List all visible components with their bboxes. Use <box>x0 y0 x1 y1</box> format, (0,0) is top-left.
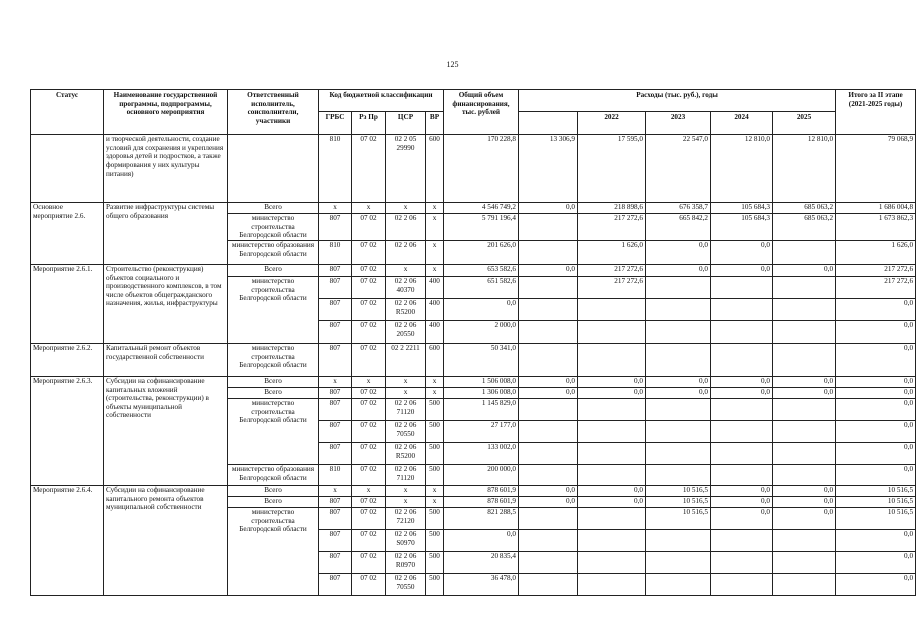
cell-name: Субсидии на софинансирование капитального ремонта объектов муниципальной собственности <box>104 485 228 595</box>
cell-year-2023 <box>646 529 711 551</box>
cell-itogo: 0,0 <box>836 442 916 464</box>
cell-vr: х <box>426 485 444 496</box>
cell-year-2023 <box>646 442 711 464</box>
cell-year-2022: 0,0 <box>578 485 646 496</box>
header-year-2023: 2023 <box>646 112 711 135</box>
cell-total: 1 506 008,0 <box>444 376 519 387</box>
cell-csr: 02 2 06 <box>386 240 426 264</box>
cell-year-2024: 0,0 <box>711 376 773 387</box>
cell-responsible <box>228 135 319 203</box>
cell-vr: 600 <box>426 343 444 376</box>
cell-year-2024 <box>711 573 773 595</box>
cell-year-2024 <box>711 298 773 320</box>
cell-responsible: министерство строительства Белгородской области <box>228 507 319 595</box>
cell-year-2024: 105 684,3 <box>711 203 773 214</box>
cell-year-2023 <box>646 464 711 485</box>
cell-total: 170 228,8 <box>444 135 519 203</box>
cell-csr: 02 2 2211 <box>386 343 426 376</box>
header-year-2024: 2024 <box>711 112 773 135</box>
cell-year-2023 <box>646 420 711 442</box>
cell-itogo: 1 673 862,3 <box>836 214 916 241</box>
cell-year-2021: 0,0 <box>519 496 578 507</box>
cell-vr: 500 <box>426 573 444 595</box>
cell-year-2024: 0,0 <box>711 485 773 496</box>
cell-year-2021: 0,0 <box>519 264 578 276</box>
cell-rz: 07 02 <box>352 264 386 276</box>
cell-year-2023 <box>646 276 711 298</box>
cell-year-2023: 10 516,5 <box>646 485 711 496</box>
cell-grbs: х <box>319 485 352 496</box>
cell-itogo: 1 686 004,8 <box>836 203 916 214</box>
cell-status: Мероприятие 2.6.3. <box>31 376 104 485</box>
cell-responsible: министерство строительства Белгородской области <box>228 276 319 343</box>
cell-year-2025 <box>773 529 836 551</box>
cell-year-2024: 0,0 <box>711 387 773 398</box>
header-status: Статус <box>31 90 104 135</box>
cell-itogo: 1 626,0 <box>836 240 916 264</box>
cell-year-2025 <box>773 442 836 464</box>
cell-year-2022: 17 595,0 <box>578 135 646 203</box>
cell-vr: х <box>426 203 444 214</box>
cell-year-2023: 0,0 <box>646 387 711 398</box>
cell-year-2021 <box>519 398 578 420</box>
cell-year-2024 <box>711 420 773 442</box>
cell-csr: х <box>386 387 426 398</box>
cell-year-2024 <box>711 551 773 573</box>
cell-rz: 07 02 <box>352 320 386 343</box>
cell-itogo: 0,0 <box>836 387 916 398</box>
cell-rz: 07 02 <box>352 464 386 485</box>
cell-grbs: 807 <box>319 264 352 276</box>
cell-year-2025 <box>773 420 836 442</box>
cell-grbs: 807 <box>319 529 352 551</box>
cell-year-2023: 0,0 <box>646 376 711 387</box>
cell-responsible: министерство образования Белгородской области <box>228 464 319 485</box>
cell-responsible: министерство строительства Белгородской области <box>228 343 319 376</box>
cell-rz: 07 02 <box>352 551 386 573</box>
cell-year-2022 <box>578 507 646 529</box>
cell-year-2021 <box>519 507 578 529</box>
cell-year-2025: 0,0 <box>773 496 836 507</box>
cell-vr: 500 <box>426 464 444 485</box>
cell-status: Мероприятие 2.6.4. <box>31 485 104 595</box>
cell-year-2023: 10 516,5 <box>646 496 711 507</box>
cell-grbs: 810 <box>319 240 352 264</box>
cell-rz: 07 02 <box>352 507 386 529</box>
cell-responsible: Всего <box>228 376 319 387</box>
cell-status: Мероприятие 2.6.2. <box>31 343 104 376</box>
table-body <box>31 135 916 596</box>
cell-grbs: 807 <box>319 387 352 398</box>
cell-responsible: Всего <box>228 485 319 496</box>
cell-rz: 07 02 <box>352 298 386 320</box>
cell-csr: х <box>386 376 426 387</box>
cell-rz: 07 02 <box>352 398 386 420</box>
cell-year-2022 <box>578 551 646 573</box>
cell-total: 50 341,0 <box>444 343 519 376</box>
cell-csr: 02 2 06 S0970 <box>386 529 426 551</box>
cell-year-2021 <box>519 320 578 343</box>
cell-year-2021: 0,0 <box>519 376 578 387</box>
cell-year-2022: 0,0 <box>578 376 646 387</box>
cell-total: 2 000,0 <box>444 320 519 343</box>
cell-vr: х <box>426 376 444 387</box>
cell-year-2025: 0,0 <box>773 264 836 276</box>
cell-grbs: 807 <box>319 298 352 320</box>
header-expenses: Расходы (тыс. руб.), годы <box>519 90 836 112</box>
cell-total: 1 145 829,0 <box>444 398 519 420</box>
cell-year-2025 <box>773 240 836 264</box>
cell-name: Строительство (реконструкция) объектов социального и производственного комплексов, в том числе объектов общегражданского назначения, жилья, инфраструктуры <box>104 264 228 343</box>
cell-year-2024 <box>711 276 773 298</box>
cell-year-2025: 0,0 <box>773 485 836 496</box>
cell-itogo: 0,0 <box>836 398 916 420</box>
cell-year-2021 <box>519 214 578 241</box>
cell-year-2021 <box>519 343 578 376</box>
cell-rz: 07 02 <box>352 276 386 298</box>
cell-csr: 02 2 06 <box>386 214 426 241</box>
cell-grbs: 807 <box>319 276 352 298</box>
cell-year-2023 <box>646 551 711 573</box>
cell-year-2022 <box>578 420 646 442</box>
cell-year-2023: 0,0 <box>646 264 711 276</box>
cell-csr: х <box>386 203 426 214</box>
cell-itogo: 10 516,5 <box>836 496 916 507</box>
cell-year-2025: 685 063,2 <box>773 214 836 241</box>
cell-rz: 07 02 <box>352 135 386 203</box>
header-year-2021 <box>519 112 578 135</box>
cell-grbs: 807 <box>319 551 352 573</box>
table-header <box>31 90 916 135</box>
cell-year-2021 <box>519 298 578 320</box>
cell-itogo: 10 516,5 <box>836 485 916 496</box>
cell-year-2024 <box>711 343 773 376</box>
header-name: Наименование государственной программы, подпрограммы, основного мероприятия <box>104 90 228 135</box>
cell-year-2024 <box>711 442 773 464</box>
cell-status: Мероприятие 2.6.1. <box>31 264 104 343</box>
cell-vr: 400 <box>426 320 444 343</box>
cell-total: 4 546 749,2 <box>444 203 519 214</box>
cell-itogo: 0,0 <box>836 376 916 387</box>
cell-year-2022: 218 898,6 <box>578 203 646 214</box>
cell-csr: 02 2 06 71120 <box>386 464 426 485</box>
cell-total: 5 791 196,4 <box>444 214 519 241</box>
cell-year-2021 <box>519 240 578 264</box>
cell-year-2025 <box>773 464 836 485</box>
header-csr: ЦСР <box>386 112 426 135</box>
cell-year-2023: 22 547,0 <box>646 135 711 203</box>
cell-vr: 500 <box>426 398 444 420</box>
cell-responsible: Всего <box>228 203 319 214</box>
header-responsible: Ответственный исполнитель, соисполнители, участники <box>228 90 319 135</box>
cell-itogo: 0,0 <box>836 298 916 320</box>
cell-year-2021: 0,0 <box>519 485 578 496</box>
cell-year-2024: 12 810,0 <box>711 135 773 203</box>
cell-year-2021 <box>519 442 578 464</box>
cell-itogo: 0,0 <box>836 551 916 573</box>
budget-table <box>30 89 916 596</box>
page-number: 125 <box>446 60 459 69</box>
cell-vr: 500 <box>426 529 444 551</box>
header-year-2022: 2022 <box>578 112 646 135</box>
cell-csr: 02 2 06 20550 <box>386 320 426 343</box>
cell-year-2022 <box>578 398 646 420</box>
cell-year-2025 <box>773 320 836 343</box>
cell-grbs: 807 <box>319 573 352 595</box>
cell-year-2021 <box>519 573 578 595</box>
cell-itogo: 10 516,5 <box>836 507 916 529</box>
cell-total: 36 478,0 <box>444 573 519 595</box>
cell-year-2024: 0,0 <box>711 264 773 276</box>
cell-grbs: 810 <box>319 464 352 485</box>
cell-itogo: 0,0 <box>836 343 916 376</box>
cell-csr: 02 2 06 R5200 <box>386 442 426 464</box>
cell-csr: 02 2 06 R0970 <box>386 551 426 573</box>
cell-grbs: 810 <box>319 135 352 203</box>
cell-grbs: 807 <box>319 496 352 507</box>
cell-year-2025: 0,0 <box>773 507 836 529</box>
cell-itogo: 79 068,9 <box>836 135 916 203</box>
cell-year-2024: 0,0 <box>711 496 773 507</box>
header-year-2025: 2025 <box>773 112 836 135</box>
cell-year-2022 <box>578 298 646 320</box>
cell-rz: 07 02 <box>352 573 386 595</box>
cell-year-2022: 217 272,6 <box>578 214 646 241</box>
cell-total: 201 626,0 <box>444 240 519 264</box>
cell-responsible: Всего <box>228 387 319 398</box>
cell-grbs: 807 <box>319 320 352 343</box>
cell-year-2022: 217 272,6 <box>578 264 646 276</box>
cell-rz: 07 02 <box>352 387 386 398</box>
cell-grbs: х <box>319 203 352 214</box>
cell-total: 821 288,5 <box>444 507 519 529</box>
cell-year-2021 <box>519 529 578 551</box>
cell-total: 200 000,0 <box>444 464 519 485</box>
cell-year-2021 <box>519 464 578 485</box>
cell-rz: х <box>352 203 386 214</box>
cell-csr: х <box>386 496 426 507</box>
header-itogo: Итого за II этапе (2021-2025 годы) <box>836 90 916 135</box>
cell-year-2021 <box>519 551 578 573</box>
cell-year-2025: 0,0 <box>773 387 836 398</box>
cell-csr: 02 2 06 R5200 <box>386 298 426 320</box>
cell-rz: 07 02 <box>352 442 386 464</box>
cell-vr: х <box>426 496 444 507</box>
cell-grbs: 807 <box>319 507 352 529</box>
table-row <box>31 135 916 203</box>
cell-total: 878 601,9 <box>444 485 519 496</box>
cell-year-2024 <box>711 464 773 485</box>
cell-itogo: 0,0 <box>836 529 916 551</box>
cell-vr: х <box>426 240 444 264</box>
cell-status <box>31 135 104 203</box>
cell-csr: 02 2 06 71120 <box>386 398 426 420</box>
cell-status: Основное мероприятие 2.6. <box>31 203 104 265</box>
cell-rz: 07 02 <box>352 214 386 241</box>
cell-total: 20 835,4 <box>444 551 519 573</box>
cell-year-2023 <box>646 398 711 420</box>
cell-grbs: х <box>319 376 352 387</box>
cell-itogo: 217 272,6 <box>836 276 916 298</box>
table-row <box>31 485 916 496</box>
cell-vr: 500 <box>426 442 444 464</box>
cell-year-2021: 13 306,9 <box>519 135 578 203</box>
cell-year-2022: 0,0 <box>578 387 646 398</box>
cell-name: и творческой деятельности, создание условий для сохранения и укрепления здоровья детей и подростков, а также формирования у них культуры питания) <box>104 135 228 203</box>
cell-year-2024 <box>711 320 773 343</box>
cell-year-2022: 217 272,6 <box>578 276 646 298</box>
cell-year-2022: 0,0 <box>578 496 646 507</box>
cell-itogo: 217 272,6 <box>836 264 916 276</box>
cell-year-2025: 685 063,2 <box>773 203 836 214</box>
table-row <box>31 343 916 376</box>
cell-csr: х <box>386 485 426 496</box>
cell-responsible: министерство строительства Белгородской области <box>228 214 319 241</box>
cell-year-2025 <box>773 276 836 298</box>
cell-year-2023 <box>646 298 711 320</box>
cell-name: Субсидии на софинансирование капитальных вложений (строительства, реконструкции) в объекты муниципальной собственности <box>104 376 228 485</box>
cell-year-2025 <box>773 573 836 595</box>
cell-year-2023 <box>646 573 711 595</box>
cell-responsible: министерство строительства Белгородской области <box>228 398 319 464</box>
cell-responsible: Всего <box>228 496 319 507</box>
cell-grbs: 807 <box>319 214 352 241</box>
cell-year-2024: 0,0 <box>711 507 773 529</box>
cell-year-2025 <box>773 343 836 376</box>
cell-name: Развитие инфраструктуры системы общего образования <box>104 203 228 265</box>
cell-year-2022: 1 626,0 <box>578 240 646 264</box>
cell-grbs: 807 <box>319 398 352 420</box>
cell-vr: 400 <box>426 298 444 320</box>
cell-rz: х <box>352 485 386 496</box>
cell-itogo: 0,0 <box>836 420 916 442</box>
cell-total: 27 177,0 <box>444 420 519 442</box>
cell-year-2022 <box>578 442 646 464</box>
cell-itogo: 0,0 <box>836 573 916 595</box>
cell-total: 1 306 008,0 <box>444 387 519 398</box>
cell-year-2022 <box>578 320 646 343</box>
cell-responsible: Всего <box>228 264 319 276</box>
cell-total: 878 601,9 <box>444 496 519 507</box>
cell-year-2022 <box>578 343 646 376</box>
cell-year-2021: 0,0 <box>519 387 578 398</box>
cell-total: 0,0 <box>444 298 519 320</box>
cell-vr: 500 <box>426 420 444 442</box>
cell-vr: 500 <box>426 507 444 529</box>
cell-total: 0,0 <box>444 529 519 551</box>
cell-rz: 07 02 <box>352 529 386 551</box>
cell-year-2023 <box>646 320 711 343</box>
cell-year-2024: 105 684,3 <box>711 214 773 241</box>
cell-year-2022 <box>578 464 646 485</box>
cell-grbs: 807 <box>319 343 352 376</box>
table-row <box>31 203 916 214</box>
cell-responsible: министерство образования Белгородской области <box>228 240 319 264</box>
cell-year-2024 <box>711 529 773 551</box>
cell-csr: 02 2 06 70550 <box>386 573 426 595</box>
cell-csr: 02 2 06 40370 <box>386 276 426 298</box>
cell-year-2021 <box>519 420 578 442</box>
cell-rz: 07 02 <box>352 240 386 264</box>
cell-year-2023: 0,0 <box>646 240 711 264</box>
cell-vr: 400 <box>426 276 444 298</box>
cell-year-2025 <box>773 298 836 320</box>
cell-rz: 07 02 <box>352 496 386 507</box>
cell-year-2025 <box>773 398 836 420</box>
cell-total: 651 582,6 <box>444 276 519 298</box>
cell-vr: х <box>426 387 444 398</box>
header-grbs: ГРБС <box>319 112 352 135</box>
cell-vr: х <box>426 214 444 241</box>
cell-year-2022 <box>578 529 646 551</box>
cell-year-2021: 0,0 <box>519 203 578 214</box>
cell-year-2023: 676 358,7 <box>646 203 711 214</box>
cell-vr: х <box>426 264 444 276</box>
table-row <box>31 264 916 276</box>
cell-year-2024: 0,0 <box>711 240 773 264</box>
cell-grbs: 807 <box>319 420 352 442</box>
cell-total: 653 582,6 <box>444 264 519 276</box>
cell-year-2023: 665 842,2 <box>646 214 711 241</box>
cell-csr: 02 2 05 29990 <box>386 135 426 203</box>
header-vr: ВР <box>426 112 444 135</box>
cell-vr: 500 <box>426 551 444 573</box>
cell-year-2025 <box>773 551 836 573</box>
cell-year-2021 <box>519 276 578 298</box>
cell-rz: 07 02 <box>352 420 386 442</box>
cell-year-2025: 0,0 <box>773 376 836 387</box>
cell-rz: х <box>352 376 386 387</box>
cell-name: Капитальный ремонт объектов государственной собственности <box>104 343 228 376</box>
header-total: Общий объем финансирования, тыс. рублей <box>444 90 519 135</box>
cell-year-2023 <box>646 343 711 376</box>
cell-csr: 02 2 06 72120 <box>386 507 426 529</box>
header-budget-code: Код бюджетной классификации <box>319 90 444 112</box>
header-rz: Рз Пр <box>352 112 386 135</box>
cell-total: 133 002,0 <box>444 442 519 464</box>
cell-csr: 02 2 06 70550 <box>386 420 426 442</box>
cell-grbs: 807 <box>319 442 352 464</box>
table-row <box>31 376 916 387</box>
cell-itogo: 0,0 <box>836 464 916 485</box>
cell-year-2025: 12 810,0 <box>773 135 836 203</box>
cell-itogo: 0,0 <box>836 320 916 343</box>
cell-year-2022 <box>578 573 646 595</box>
cell-year-2023: 10 516,5 <box>646 507 711 529</box>
cell-vr: 600 <box>426 135 444 203</box>
cell-rz: 07 02 <box>352 343 386 376</box>
cell-csr: х <box>386 264 426 276</box>
cell-year-2024 <box>711 398 773 420</box>
